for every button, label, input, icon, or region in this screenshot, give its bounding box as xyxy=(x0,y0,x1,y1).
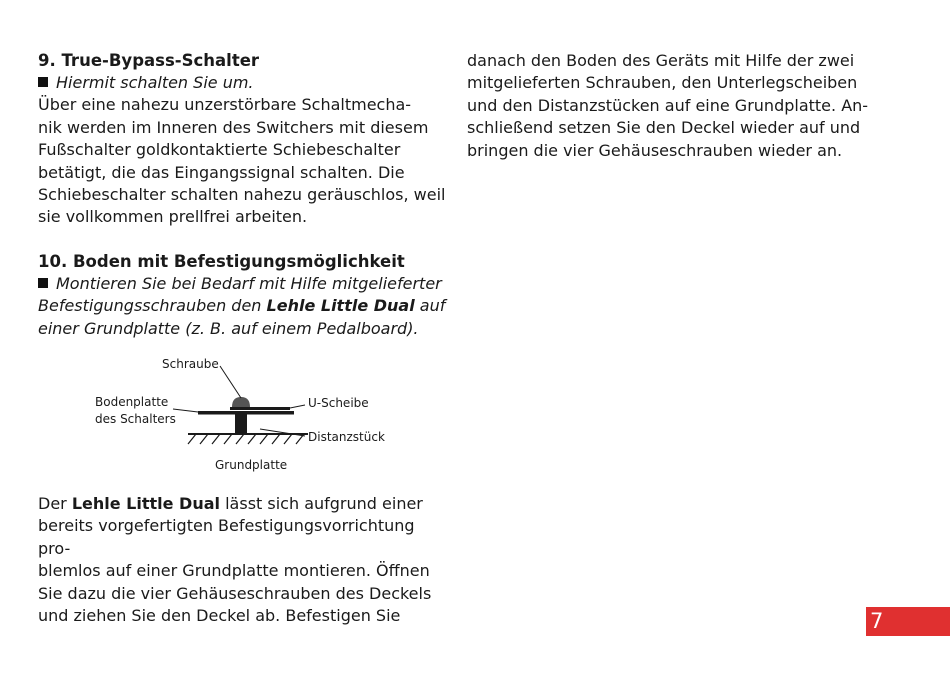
label-bodenplatte: des Schalters xyxy=(95,412,176,426)
right-column xyxy=(467,50,877,162)
screw-head-shape xyxy=(232,397,250,407)
bottom-paragraph xyxy=(38,493,448,627)
square-bullet-icon xyxy=(38,278,48,288)
text-span: Der xyxy=(38,494,72,513)
paragraph-line: Sie dazu die vier Gehäuseschrauben des Deckels xyxy=(38,583,432,603)
instruction-text: Befestigungsschrauben den xyxy=(38,296,267,316)
paragraph-line: bringen die vier Gehäuseschrauben wieder an. xyxy=(467,140,843,160)
square-bullet-icon xyxy=(38,77,48,87)
page-number: 7 xyxy=(866,607,950,636)
product-name: Lehle Little Dual xyxy=(71,494,221,513)
leader-line xyxy=(173,409,198,412)
paragraph-line: und den Distanzstücken auf eine Grundplatte. An- xyxy=(467,95,869,115)
paragraph-line: bereits vorgefertigten Befestigungsvorrichtung pro- xyxy=(38,516,415,558)
leader-line xyxy=(290,405,305,408)
section-10-title: 10. Boden mit Befestigungsmöglichkeit xyxy=(38,251,405,271)
paragraph-line: mitgelieferten Schrauben, den Unterlegscheiben xyxy=(467,73,858,93)
spacer-shape xyxy=(235,414,247,434)
washer-shape xyxy=(230,407,290,410)
product-name: Lehle Little Dual xyxy=(266,296,415,316)
label-bodenplatte: Bodenplatte xyxy=(95,395,169,409)
instruction-text: auf xyxy=(414,296,446,316)
mounting-diagram xyxy=(60,352,420,478)
paragraph-line xyxy=(38,493,448,515)
section-9-line: nik werden im Inneren des Switchers mit diesem xyxy=(38,117,429,137)
left-column xyxy=(38,50,448,340)
paragraph-line: danach den Boden des Geräts mit Hilfe der zwei xyxy=(467,51,855,70)
paragraph-line: schließend setzen Sie den Deckel wieder auf und xyxy=(467,118,861,138)
section-9-instruction xyxy=(38,72,448,94)
section-9-line: Über eine nahezu unzerstörbare Schaltmecha- xyxy=(38,95,412,115)
text-span: lässt sich aufgrund einer xyxy=(220,494,423,513)
section-9-title: 9. True-Bypass-Schalter xyxy=(38,51,260,70)
paragraph-line: und ziehen Sie den Deckel ab. Befestigen Sie xyxy=(38,606,401,626)
label-distanzstueck: Distanzstück xyxy=(308,430,385,444)
section-9-line: Fußschalter goldkontaktierte Schiebeschalter xyxy=(38,140,401,160)
section-9-line: betätigt, die das Eingangssignal schalten. Die xyxy=(38,162,405,182)
label-schraube: Schraube xyxy=(162,357,219,371)
ground-hatching xyxy=(188,434,304,444)
section-9-instruction-text: Hiermit schalten Sie um. xyxy=(56,73,254,92)
paragraph-line: blemlos auf einer Grundplatte montieren. Öffnen xyxy=(38,561,430,581)
section-10-instruction-line xyxy=(38,273,448,295)
base-plate-shape xyxy=(198,411,294,415)
leader-line xyxy=(220,366,241,398)
section-9-line: Schiebeschalter schalten nahezu geräuschlos, weil xyxy=(38,185,446,205)
label-u-scheibe: U-Scheibe xyxy=(308,396,369,410)
section-9-line: sie vollkommen prellfrei arbeiten. xyxy=(38,207,308,227)
section-10-instruction-text: Montieren Sie bei Bedarf mit Hilfe mitgelieferter xyxy=(56,273,442,293)
label-grundplatte: Grundplatte xyxy=(215,458,288,472)
section-10-instruction-line xyxy=(38,295,448,317)
section-10-instruction-line: einer Grundplatte (z. B. auf einem Pedalboard). xyxy=(38,318,419,338)
